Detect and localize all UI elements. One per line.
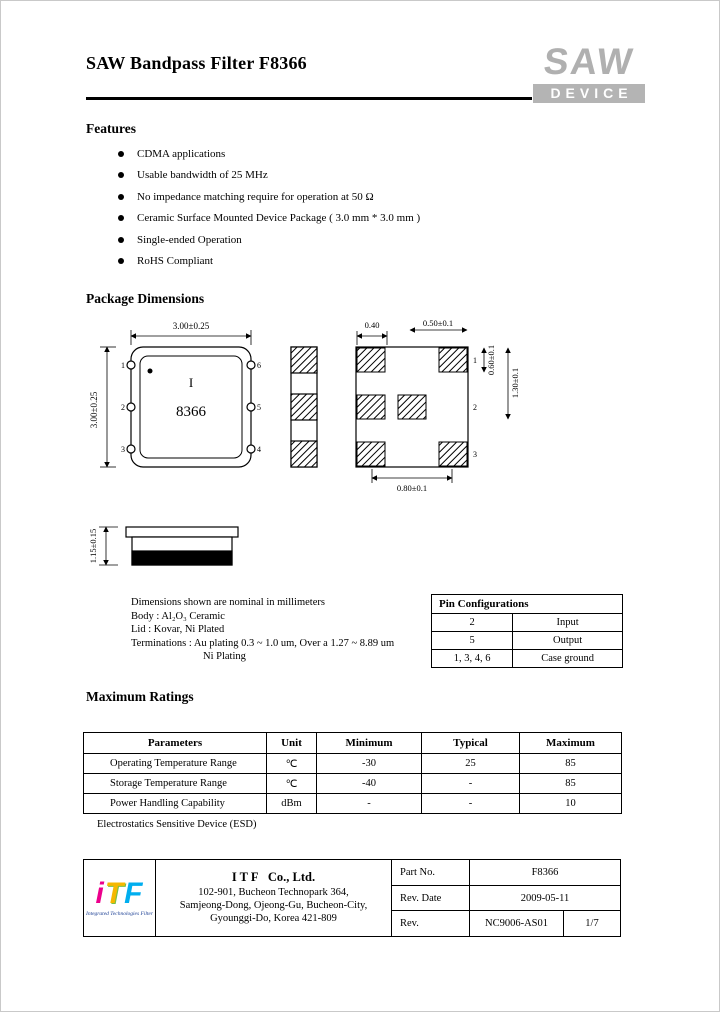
pin-number-cell: 1, 3, 4, 6 xyxy=(432,650,513,668)
feature-item xyxy=(118,165,420,187)
dim-profile-height: 1.15±0.15 xyxy=(88,528,98,564)
itf-logo xyxy=(84,860,156,936)
dim-pad-pitch: 0.50±0.1 xyxy=(422,318,454,328)
bullet-icon xyxy=(118,215,124,221)
unit-cell: ℃ xyxy=(267,754,317,774)
feature-text: Ceramic Surface Mounted Device Package ( 3.0 mm * 3.0 mm ) xyxy=(137,212,421,225)
note-line: Lid : Kovar, Ni Plated xyxy=(131,624,225,635)
company-address-line: 102-901, Bucheon Technopark 364, xyxy=(198,887,349,898)
device-logo-badge: DEVICE xyxy=(533,84,645,103)
company-info xyxy=(156,860,392,936)
feature-item xyxy=(118,208,420,230)
pin-number-cell: 5 xyxy=(432,632,513,650)
features-heading: Features xyxy=(86,121,136,136)
bullet-icon xyxy=(118,151,124,157)
esd-note: Electrostatics Sensitive Device (ESD) xyxy=(97,819,257,830)
feature-text: RoHS Compliant xyxy=(137,255,214,268)
note-line: Dimensions shown are nominal in millimeters xyxy=(131,597,325,608)
parameter-cell: Power Handling Capability xyxy=(84,794,267,814)
parameter-cell: Storage Temperature Range xyxy=(84,774,267,794)
note-line: Ni Plating xyxy=(203,651,246,662)
dim-top-width: 3.00±0.25 xyxy=(172,321,210,331)
pin-label: 4 xyxy=(257,445,261,454)
part-no-label: Part No. xyxy=(392,860,470,885)
pin-label: 5 xyxy=(257,403,261,412)
itf-letter-t: T xyxy=(104,877,125,910)
feature-text: No impedance matching require for operation at 50 Ω xyxy=(137,190,374,203)
company-address-line: Samjeong-Dong, Ojeong-Gu, Bucheon-City, xyxy=(179,900,368,911)
page-number: 1/7 xyxy=(585,918,599,930)
rev-row xyxy=(392,911,620,936)
max-cell: 85 xyxy=(520,754,622,774)
package-dimensions-heading: Package Dimensions xyxy=(86,291,205,306)
col-header-minimum: Minimum xyxy=(317,733,422,754)
bullet-icon xyxy=(118,172,124,178)
pin-table-row xyxy=(432,614,623,632)
pin-label: 2 xyxy=(473,403,477,412)
rev-date-value: 2009-05-11 xyxy=(520,892,570,904)
max-cell: 85 xyxy=(520,774,622,794)
pin-table-header-row xyxy=(432,595,623,614)
saw-logo-text: SAW xyxy=(541,41,637,82)
col-header-parameters: Parameters xyxy=(84,733,267,754)
package-profile-view xyxy=(99,527,238,565)
unit-cell: ℃ xyxy=(267,774,317,794)
dim-pad-height: 0.60±0.1 xyxy=(486,344,496,376)
dim-pad-width: 0.40 xyxy=(364,320,380,330)
part-number-mark: 8366 xyxy=(176,404,206,420)
bullet-icon xyxy=(118,237,124,243)
dim-bottom-width: 0.80±0.1 xyxy=(396,483,428,493)
unit-cell: dBm xyxy=(267,794,317,814)
rev-value: NC9006-AS01 xyxy=(470,911,564,936)
typ-cell: - xyxy=(422,774,520,794)
feature-text: Single-ended Operation xyxy=(137,233,242,246)
part-no-value: F8366 xyxy=(531,866,559,878)
rev-date-row xyxy=(392,886,620,912)
note-line: Terminations : Au plating 0.3 ~ 1.0 um, Over a 1.27 ~ 8.89 um xyxy=(131,637,395,649)
pin-number-cell: 2 xyxy=(432,614,513,632)
min-cell: -30 xyxy=(317,754,422,774)
pin-label: 3 xyxy=(473,450,477,459)
company-address-line: Gyounggi-Do, Korea 421-809 xyxy=(210,913,337,924)
pin-function-cell: Output xyxy=(513,632,623,650)
ratings-row xyxy=(84,794,622,814)
feature-item xyxy=(118,251,420,273)
maximum-ratings-heading: Maximum Ratings xyxy=(86,689,194,704)
min-cell: - xyxy=(317,794,422,814)
itf-letter-i: i xyxy=(95,877,105,910)
feature-text: CDMA applications xyxy=(137,147,226,160)
dim-row-pitch: 1.30±0.1 xyxy=(510,367,520,399)
lid-mark: I xyxy=(188,375,194,390)
saw-device-logo xyxy=(533,41,645,103)
typ-cell: - xyxy=(422,794,520,814)
ratings-header-row xyxy=(84,733,622,754)
itf-logo-tagline: Integrated Technologies Filter xyxy=(85,911,153,917)
feature-item xyxy=(118,229,420,251)
max-cell: 10 xyxy=(520,794,622,814)
dimension-notes xyxy=(131,596,394,664)
pin-function-cell: Input xyxy=(513,614,623,632)
pin-configurations-table xyxy=(431,594,623,668)
package-dimensions-drawing xyxy=(86,317,556,595)
pin-function-cell: Case ground xyxy=(513,650,623,668)
title-divider xyxy=(86,97,532,100)
feature-item xyxy=(118,143,420,165)
company-name: I T F Co., Ltd. xyxy=(231,870,316,884)
rev-date-label: Rev. Date xyxy=(392,886,470,911)
min-cell: -40 xyxy=(317,774,422,794)
itf-letter-f: F xyxy=(124,877,144,910)
ratings-row xyxy=(84,774,622,794)
page-title: SAW Bandpass Filter F8366 xyxy=(86,53,307,73)
parameter-cell: Operating Temperature Range xyxy=(84,754,267,774)
bullet-icon xyxy=(118,258,124,264)
feature-item xyxy=(118,186,420,208)
pin-label: 2 xyxy=(121,403,125,412)
pin-label: 1 xyxy=(121,361,125,370)
ratings-row xyxy=(84,754,622,774)
typ-cell: 25 xyxy=(422,754,520,774)
col-header-maximum: Maximum xyxy=(520,733,622,754)
pin-label: 1 xyxy=(473,356,477,365)
features-list xyxy=(118,143,420,272)
col-header-unit: Unit xyxy=(267,733,317,754)
maximum-ratings-table xyxy=(83,732,622,814)
pin-label: 3 xyxy=(121,445,125,454)
feature-text: Usable bandwidth of 25 MHz xyxy=(137,169,268,182)
col-header-typical: Typical xyxy=(422,733,520,754)
rev-label: Rev. xyxy=(392,911,470,936)
pin-table-row xyxy=(432,650,623,668)
pin-table-heading: Pin Configurations xyxy=(432,595,623,614)
note-line: Body : Al₂O₃ Ceramic xyxy=(131,610,225,622)
part-no-row xyxy=(392,860,620,886)
pin1-orientation-dot xyxy=(148,369,153,374)
revision-fields xyxy=(392,860,620,936)
itf-logo-letters xyxy=(96,879,144,909)
bullet-icon xyxy=(118,194,124,200)
dim-left-height: 3.00±0.25 xyxy=(89,391,99,429)
footer-block xyxy=(83,859,621,937)
package-side-view xyxy=(291,347,317,467)
pin-table-row xyxy=(432,632,623,650)
pin-label: 6 xyxy=(257,361,261,370)
